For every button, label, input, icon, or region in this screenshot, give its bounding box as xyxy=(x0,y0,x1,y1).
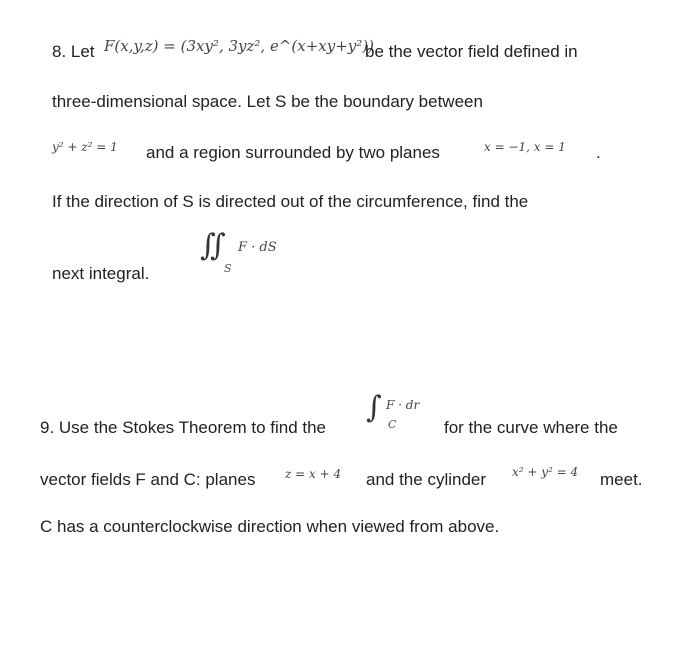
q9-line2-mid: and the cylinder xyxy=(366,470,487,489)
q8-planes-eq: x = −1, x = 1 xyxy=(484,140,566,154)
q9-integral-sub: C xyxy=(388,418,397,431)
q9-line2-post: meet. xyxy=(600,470,643,489)
q9-line1-pre: 9. Use the Stokes Theorem to find the xyxy=(40,418,327,437)
line-integral-icon: ∫ xyxy=(366,390,382,425)
q8-vector-field: F(x,y,z) = (3xy², 3yz², e^(x+xy+y²)) xyxy=(104,37,374,55)
q8-line3-mid: and a region surrounded by two planes xyxy=(146,143,440,162)
q9-line2-pre: vector fields F and C: planes xyxy=(40,470,256,489)
q8-integrand: F · dS xyxy=(238,240,277,255)
q9-line3: C has a counterclockwise direction when viewed from above. xyxy=(40,517,500,536)
q9-plane-eq: z = x + 4 xyxy=(285,467,342,481)
q8-line4: If the direction of S is directed out of the circumference, find the xyxy=(52,192,529,211)
q9-cylinder-eq: x² + y² = 4 xyxy=(512,465,579,479)
q8-line5: next integral. xyxy=(52,264,150,283)
q8-prefix: 8. Let xyxy=(52,42,95,61)
q8-line1-rest: be the vector field defined in xyxy=(365,42,578,61)
q8-cylinder-eq: y² + z² = 1 xyxy=(52,140,118,154)
q8-period: . xyxy=(596,143,601,162)
q9-line1-post: for the curve where the xyxy=(444,418,618,437)
double-integral-icon: ∬ xyxy=(200,228,226,263)
q8-line2: three-dimensional space. Let S be the boundary between xyxy=(52,92,483,111)
q9-integrand: F · dr xyxy=(386,398,420,412)
q8-integral-sub: S xyxy=(224,262,232,275)
